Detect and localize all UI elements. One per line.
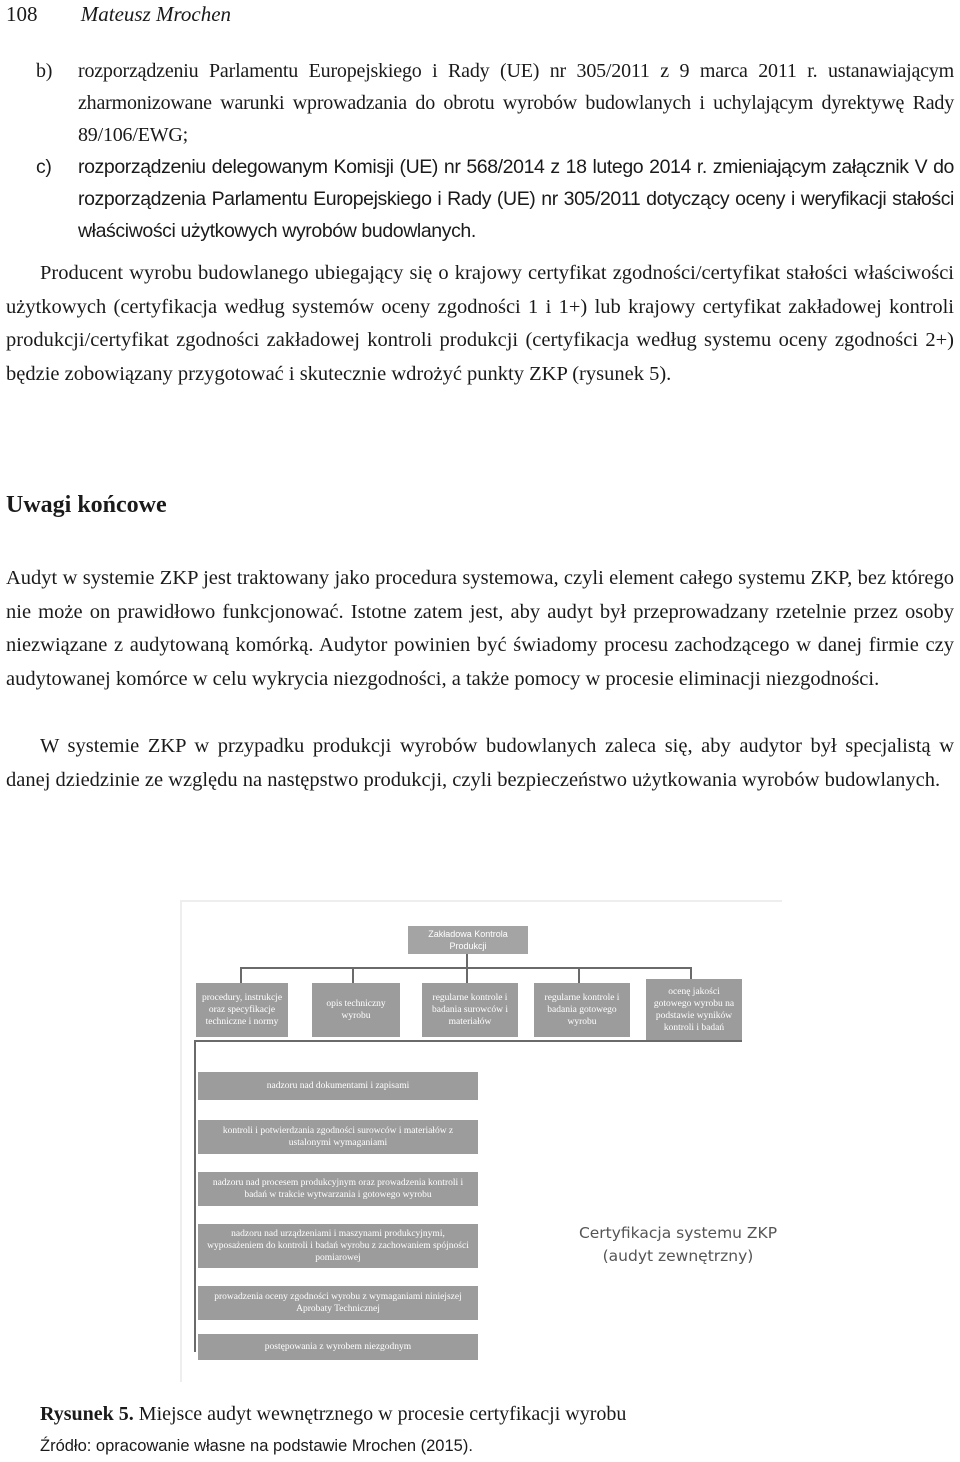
- caption-text: Miejsce audyt wewnętrznego w procesie certyfikacji wyrobu: [133, 1403, 627, 1425]
- certification-line-2: (audyt zewnętrzny): [602, 1247, 754, 1265]
- diagram-stack-box: kontroli i potwierdzania zgodności surowców i materiałów z ustalonymi wymaganiami: [198, 1120, 478, 1154]
- diagram-row-box: ocenę jakości gotowego wyrobu na podstawie wyników kontroli i badań: [646, 979, 742, 1041]
- certification-line-1: Certyfikacja systemu ZKP: [578, 1224, 778, 1242]
- caption-label: Rysunek 5.: [40, 1403, 134, 1425]
- diagram-row-box: regularne kontrole i badania surowców i materiałów: [422, 983, 518, 1037]
- list-item: [6, 151, 954, 247]
- regulation-list: [6, 55, 954, 247]
- diagram-top-box: Zakładowa Kontrola Produkcji: [408, 926, 528, 954]
- list-item-label: b): [36, 60, 53, 82]
- page-number: 108: [6, 2, 38, 26]
- diagram-stack-box: nadzoru nad dokumentami i zapisami: [198, 1072, 478, 1100]
- connector-line: [466, 967, 468, 983]
- diagram-stack-box: postępowania z wyrobem niezgodnym: [198, 1334, 478, 1360]
- figure-caption: [40, 1401, 626, 1427]
- certification-label: [578, 1222, 778, 1268]
- intro-paragraph: Producent wyrobu budowlanego ubiegający się o krajowy certyfikat zgodności/certyfikat stałości właściwości użytkowych (certyfikacja według systemów oceny zgodności 1 i 1+) lub krajowy certyfikat zakładowej kontroli produkcji/certyfikat zgodności zakładowej kontroli produkcji (certyfikacja według systemu oceny zgodności 2+) będzie zobowiązany przygotować i skutecznie wdrożyć punkty ZKP (rysunek 5).: [6, 262, 954, 385]
- connector-line: [466, 954, 468, 968]
- diagram-row-box: opis techniczny wyrobu: [312, 983, 400, 1037]
- diagram-row-box: procedury, instrukcje oraz specyfikacje techniczne i normy: [196, 983, 288, 1037]
- connector-line: [194, 1040, 196, 1352]
- connector-line: [352, 967, 354, 983]
- body-paragraph-1: Audyt w systemie ZKP jest traktowany jako procedura systemowa, czyli element całego systemu ZKP, bez którego nie może on prawidłowo funkcjonować. Istotne zatem jest, aby audyt był przeprowadzany rzetelnie przez osoby niezwiązane z audytowaną komórką. Audytor powinien być świadomy procesu zachodzącego w danej firmie czy audytowanej komórce w celu wykrycia niezgodności, a także pomocy w procesie eliminacji niezgodności.: [6, 567, 954, 690]
- list-item-text: rozporządzeniu delegowanym Komisji (UE) nr 568/2014 z 18 lutego 2014 r. zmieniającym załącznik V do rozporządzenia Parlamentu Europejskiego i Rady (UE) nr 305/2011 dotyczący oceny i weryfikacji stałości właściwości użytkowych wyrobów budowlanych.: [78, 156, 954, 242]
- list-item-label: c): [36, 156, 52, 178]
- diagram-stack-box: nadzoru nad procesem produkcyjnym oraz prowadzenia kontroli i badań w trakcie wytwarzania i gotowego wyrobu: [198, 1172, 478, 1206]
- figure-source: Źródło: opracowanie własne na podstawie Mrochen (2015).: [40, 1437, 473, 1455]
- connector-line: [240, 967, 242, 983]
- list-item-text: rozporządzeniu Parlamentu Europejskiego i Rady (UE) nr 305/2011 z 9 marca 2011 r. ustanawiającym zharmonizowane warunki wprowadzania do obrotu wyrobów budowlanych i uchylającym dyrektywę Rady 89/106/EWG;: [78, 60, 954, 146]
- connector-line: [690, 967, 692, 979]
- connector-line: [578, 967, 580, 983]
- list-item: [6, 55, 954, 151]
- body-paragraph-2: W systemie ZKP w przypadku produkcji wyrobów budowlanych zaleca się, aby audytor był specjalistą w danej dziedzinie ze względu na następstwo produkcji, czyli bezpieczeństwo użytkowania wyrobów budowlanych.: [6, 735, 954, 791]
- connector-line: [194, 1040, 742, 1042]
- running-header: [6, 0, 231, 28]
- diagram-row-box: regularne kontrole i badania gotowego wyrobu: [534, 983, 630, 1037]
- diagram-stack-box: nadzoru nad urządzeniami i maszynami produkcyjnymi, wyposażeniem do kontroli i badań wyrobu z zachowaniem spójności pomiarowej: [198, 1224, 478, 1268]
- author-name: Mateusz Mrochen: [80, 2, 232, 26]
- section-title: Uwagi końcowe: [6, 492, 167, 518]
- diagram-stack-box: prowadzenia oceny zgodności wyrobu z wymaganiami niniejszej Aprobaty Technicznej: [198, 1286, 478, 1320]
